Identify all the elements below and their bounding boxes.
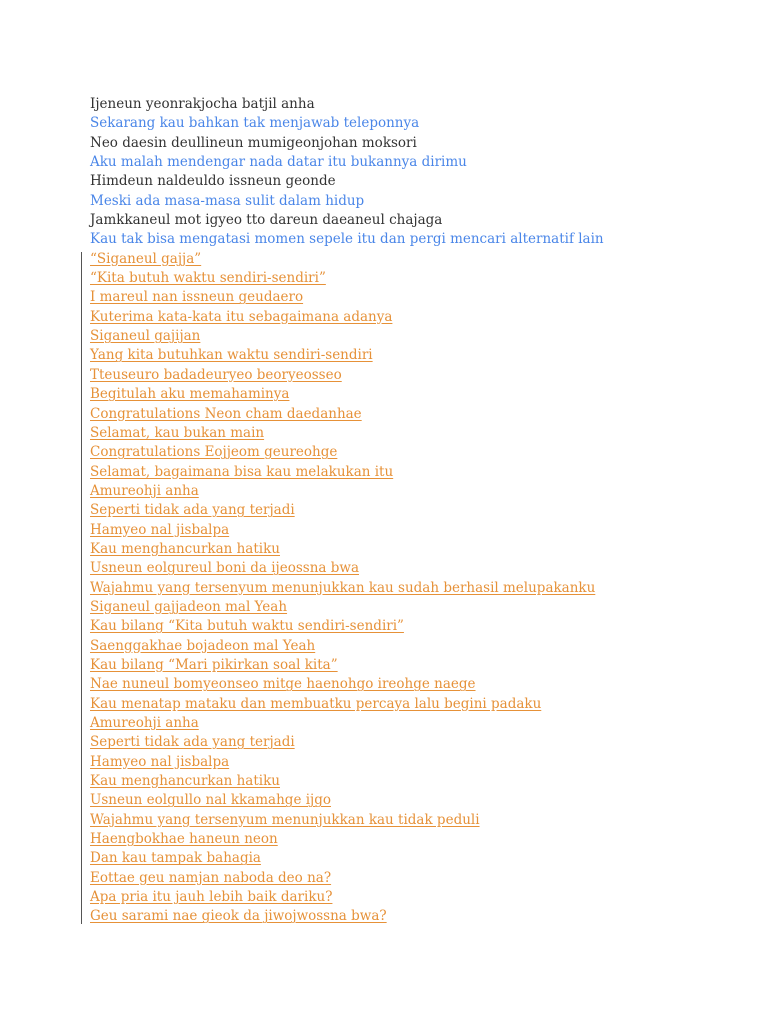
hyperlink-line[interactable]: Selamat, kau bukan main <box>90 424 265 441</box>
hyperlink-line[interactable]: Kau menghancurkan hatiku <box>90 540 280 557</box>
change-bar <box>81 252 82 924</box>
hyperlink-line[interactable]: Dan kau tampak bahagia <box>90 850 261 867</box>
text-line: Meski ada masa-masa sulit dalam hidup <box>90 192 365 209</box>
hyperlink-line[interactable]: Wajahmu yang tersenyum menunjukkan kau sudah berhasil melupakanku <box>90 579 596 596</box>
hyperlink-line[interactable]: Seperti tidak ada yang terjadi <box>90 502 295 519</box>
hyperlink-line[interactable]: I mareul nan issneun geudaero <box>90 289 304 306</box>
hyperlink-line[interactable]: Kau menatap mataku dan membuatku percaya lalu begini padaku <box>90 695 542 712</box>
text-line: Ijeneun yeonrakjocha batjil anha <box>90 96 315 112</box>
hyperlink-line[interactable]: Amureohji anha <box>90 482 199 499</box>
hyperlink-line[interactable]: Kau menghancurkan hatiku <box>90 773 280 790</box>
hyperlink-line[interactable]: Wajahmu yang tersenyum menunjukkan kau tidak peduli <box>90 811 480 828</box>
hyperlink-line[interactable]: Usneun eolgureul boni da ijeossna bwa <box>90 560 359 577</box>
text-line: Aku malah mendengar nada datar itu bukannya dirimu <box>90 154 467 171</box>
lyrics-text-block <box>90 95 750 927</box>
text-line: Himdeun naldeuldo issneun geonde <box>90 173 336 190</box>
hyperlink-line[interactable]: Usneun eolgullo nal kkamahge ijgo <box>90 792 331 809</box>
hyperlink-line[interactable]: “Siganeul gajja” <box>90 250 202 267</box>
hyperlink-line[interactable]: Eottae geu namjan naboda deo na? <box>90 869 332 886</box>
text-line: Jamkkaneul mot igyeo tto dareun daeaneul chajaga <box>90 212 443 229</box>
hyperlink-line[interactable]: Kuterima kata-kata itu sebagaimana adanya <box>90 308 393 325</box>
hyperlink-line[interactable]: Amureohji anha <box>90 715 199 731</box>
hyperlink-line[interactable]: Congratulations Neon cham daedanhae <box>90 405 362 422</box>
hyperlink-line[interactable]: Geu sarami nae gieok da jiwojwossna bwa? <box>90 908 387 925</box>
hyperlink-line[interactable]: Nae nuneul bomyeonseo mitge haenohgo ireohge naege <box>90 676 476 693</box>
hyperlink-line[interactable]: Saenggakhae bojadeon mal Yeah <box>90 637 316 654</box>
hyperlink-line[interactable]: Begitulah aku memahaminya <box>90 386 290 403</box>
hyperlink-line[interactable]: Selamat, bagaimana bisa kau melakukan itu <box>90 463 394 480</box>
hyperlink-line[interactable]: Kau bilang “Kita butuh waktu sendiri-sendiri” <box>90 618 404 635</box>
hyperlink-line[interactable]: Apa pria itu jauh lebih baik dariku? <box>90 889 333 906</box>
hyperlink-line[interactable]: Siganeul gajijan <box>90 328 201 345</box>
hyperlink-line[interactable]: Siganeul gajjadeon mal Yeah <box>90 598 288 615</box>
text-line: Kau tak bisa mengatasi momen sepele itu dan pergi mencari alternatif lain <box>90 231 604 248</box>
hyperlink-line[interactable]: Haengbokhae haneun neon <box>90 831 278 848</box>
hyperlink-line[interactable]: Congratulations Eojjeom geureohge <box>90 444 338 461</box>
hyperlink-line[interactable]: Hamyeo nal jisbalpa <box>90 753 230 770</box>
hyperlink-line[interactable]: Seperti tidak ada yang terjadi <box>90 734 295 751</box>
hyperlink-line[interactable]: Yang kita butuhkan waktu sendiri-sendiri <box>90 347 373 364</box>
text-line: Neo daesin deullineun mumigeonjohan moksori <box>90 134 417 151</box>
text-line: Sekarang kau bahkan tak menjawab teleponnya <box>90 115 420 132</box>
hyperlink-line[interactable]: Tteuseuro badadeuryeo beoryeosseo <box>90 366 342 383</box>
hyperlink-line[interactable]: “Kita butuh waktu sendiri-sendiri” <box>90 270 326 287</box>
hyperlink-line[interactable]: Hamyeo nal jisbalpa <box>90 521 230 538</box>
hyperlink-line[interactable]: Kau bilang “Mari pikirkan soal kita” <box>90 656 338 673</box>
